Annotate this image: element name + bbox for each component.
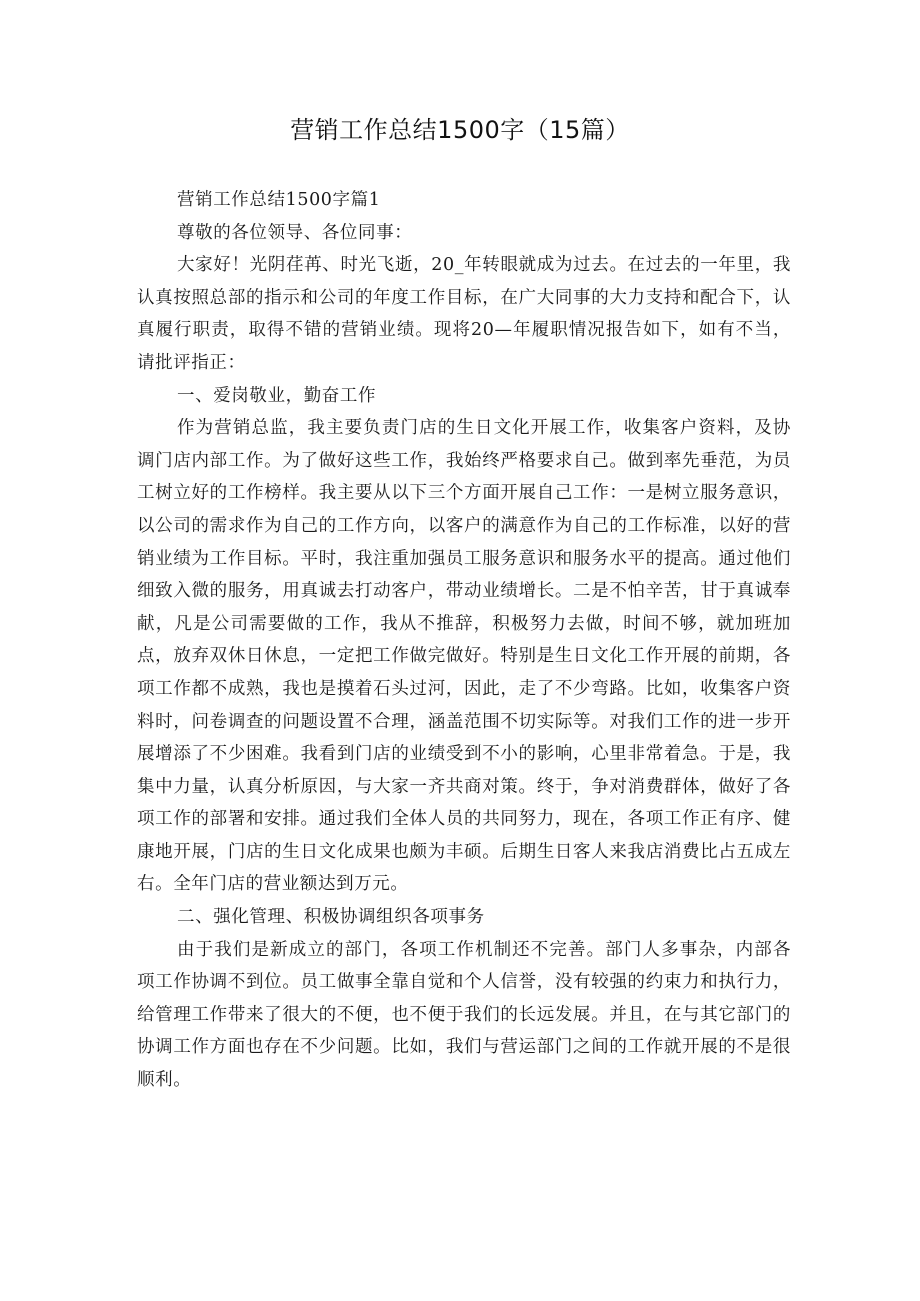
document-title: 营销工作总结1500字（15篇） — [290, 116, 630, 144]
paragraph-section-2: 由于我们是新成立的部门，各项工作机制还不完善。部门人多事杂，内部各项工作协调不到位。员工做事全靠自觉和个人信誉，没有较强的约束力和执行力，给管理工作带来了很大的不便，也不便于我们的长远发展。并且，在与其它部门的协调工作方面也存在不少问题。比如，我们与营运部门之间的工作就开展的不是很顺利。 — [137, 939, 791, 1091]
paragraph-section-1: 作为营销总监，我主要负责门店的生日文化开展工作，收集客户资料，及协调门店内部工作。为了做好这些工作，我始终严格要求自己。做到率先垂范，为员工树立好的工作榜样。我主要从以下三个方面开展自己工作：一是树立服务意识，以公司的需求作为自己的工作方向，以客户的满意作为自己的工作标准，以好的营销业绩为工作目标。平时，我注重加强员工服务意识和服务水平的提高。通过他们细致入微的服务，用真诚去打动客户，带动业绩增长。二是不怕辛苦，甘于真诚奉献，凡是公司需要做的工作，我从不推辞，积极努力去做，时间不够，就加班加点，放弃双休日休息，一定把工作做完做好。特别是生日文化工作开展的前期，各项工作都不成熟，我也是摸着石头过河，因此，走了不少弯路。比如，收集客户资料时，问卷调查的问题设置不合理，涵盖范围不切实际等。对我们工作的进一步开展增添了不少困难。我看到门店的业绩受到不小的影响，心里非常着急。于是，我集中力量，认真分析原因，与大家一齐共商对策。终于，争对消费群体，做好了各项工作的部署和安排。通过我们全体人员的共同努力，现在，各项工作正有序、健康地开展，门店的生日文化成果也颇为丰硕。后期生日客人来我店消费比占五成左右。全年门店的营业额达到万元。 — [137, 418, 791, 895]
paragraph-intro: 大家好！光阴荏苒、时光飞逝，20_年转眼就成为过去。在过去的一年里，我认真按照总部的指示和公司的年度工作目标，在广大同事的大力支持和配合下，认真履行职责，取得不错的营销业绩。现将20—年履职情况报告如下，如有不当，请批评指正： — [137, 255, 791, 373]
salutation: 尊敬的各位领导、各位同事： — [177, 222, 413, 243]
heading-section-2: 二、强化管理、积极协调组织各项事务 — [177, 907, 485, 928]
section-subtitle: 营销工作总结1500字篇1 — [177, 190, 381, 210]
document-body — [137, 184, 791, 1097]
heading-section-1: 一、爱岗敬业，勤奋工作 — [177, 385, 377, 406]
